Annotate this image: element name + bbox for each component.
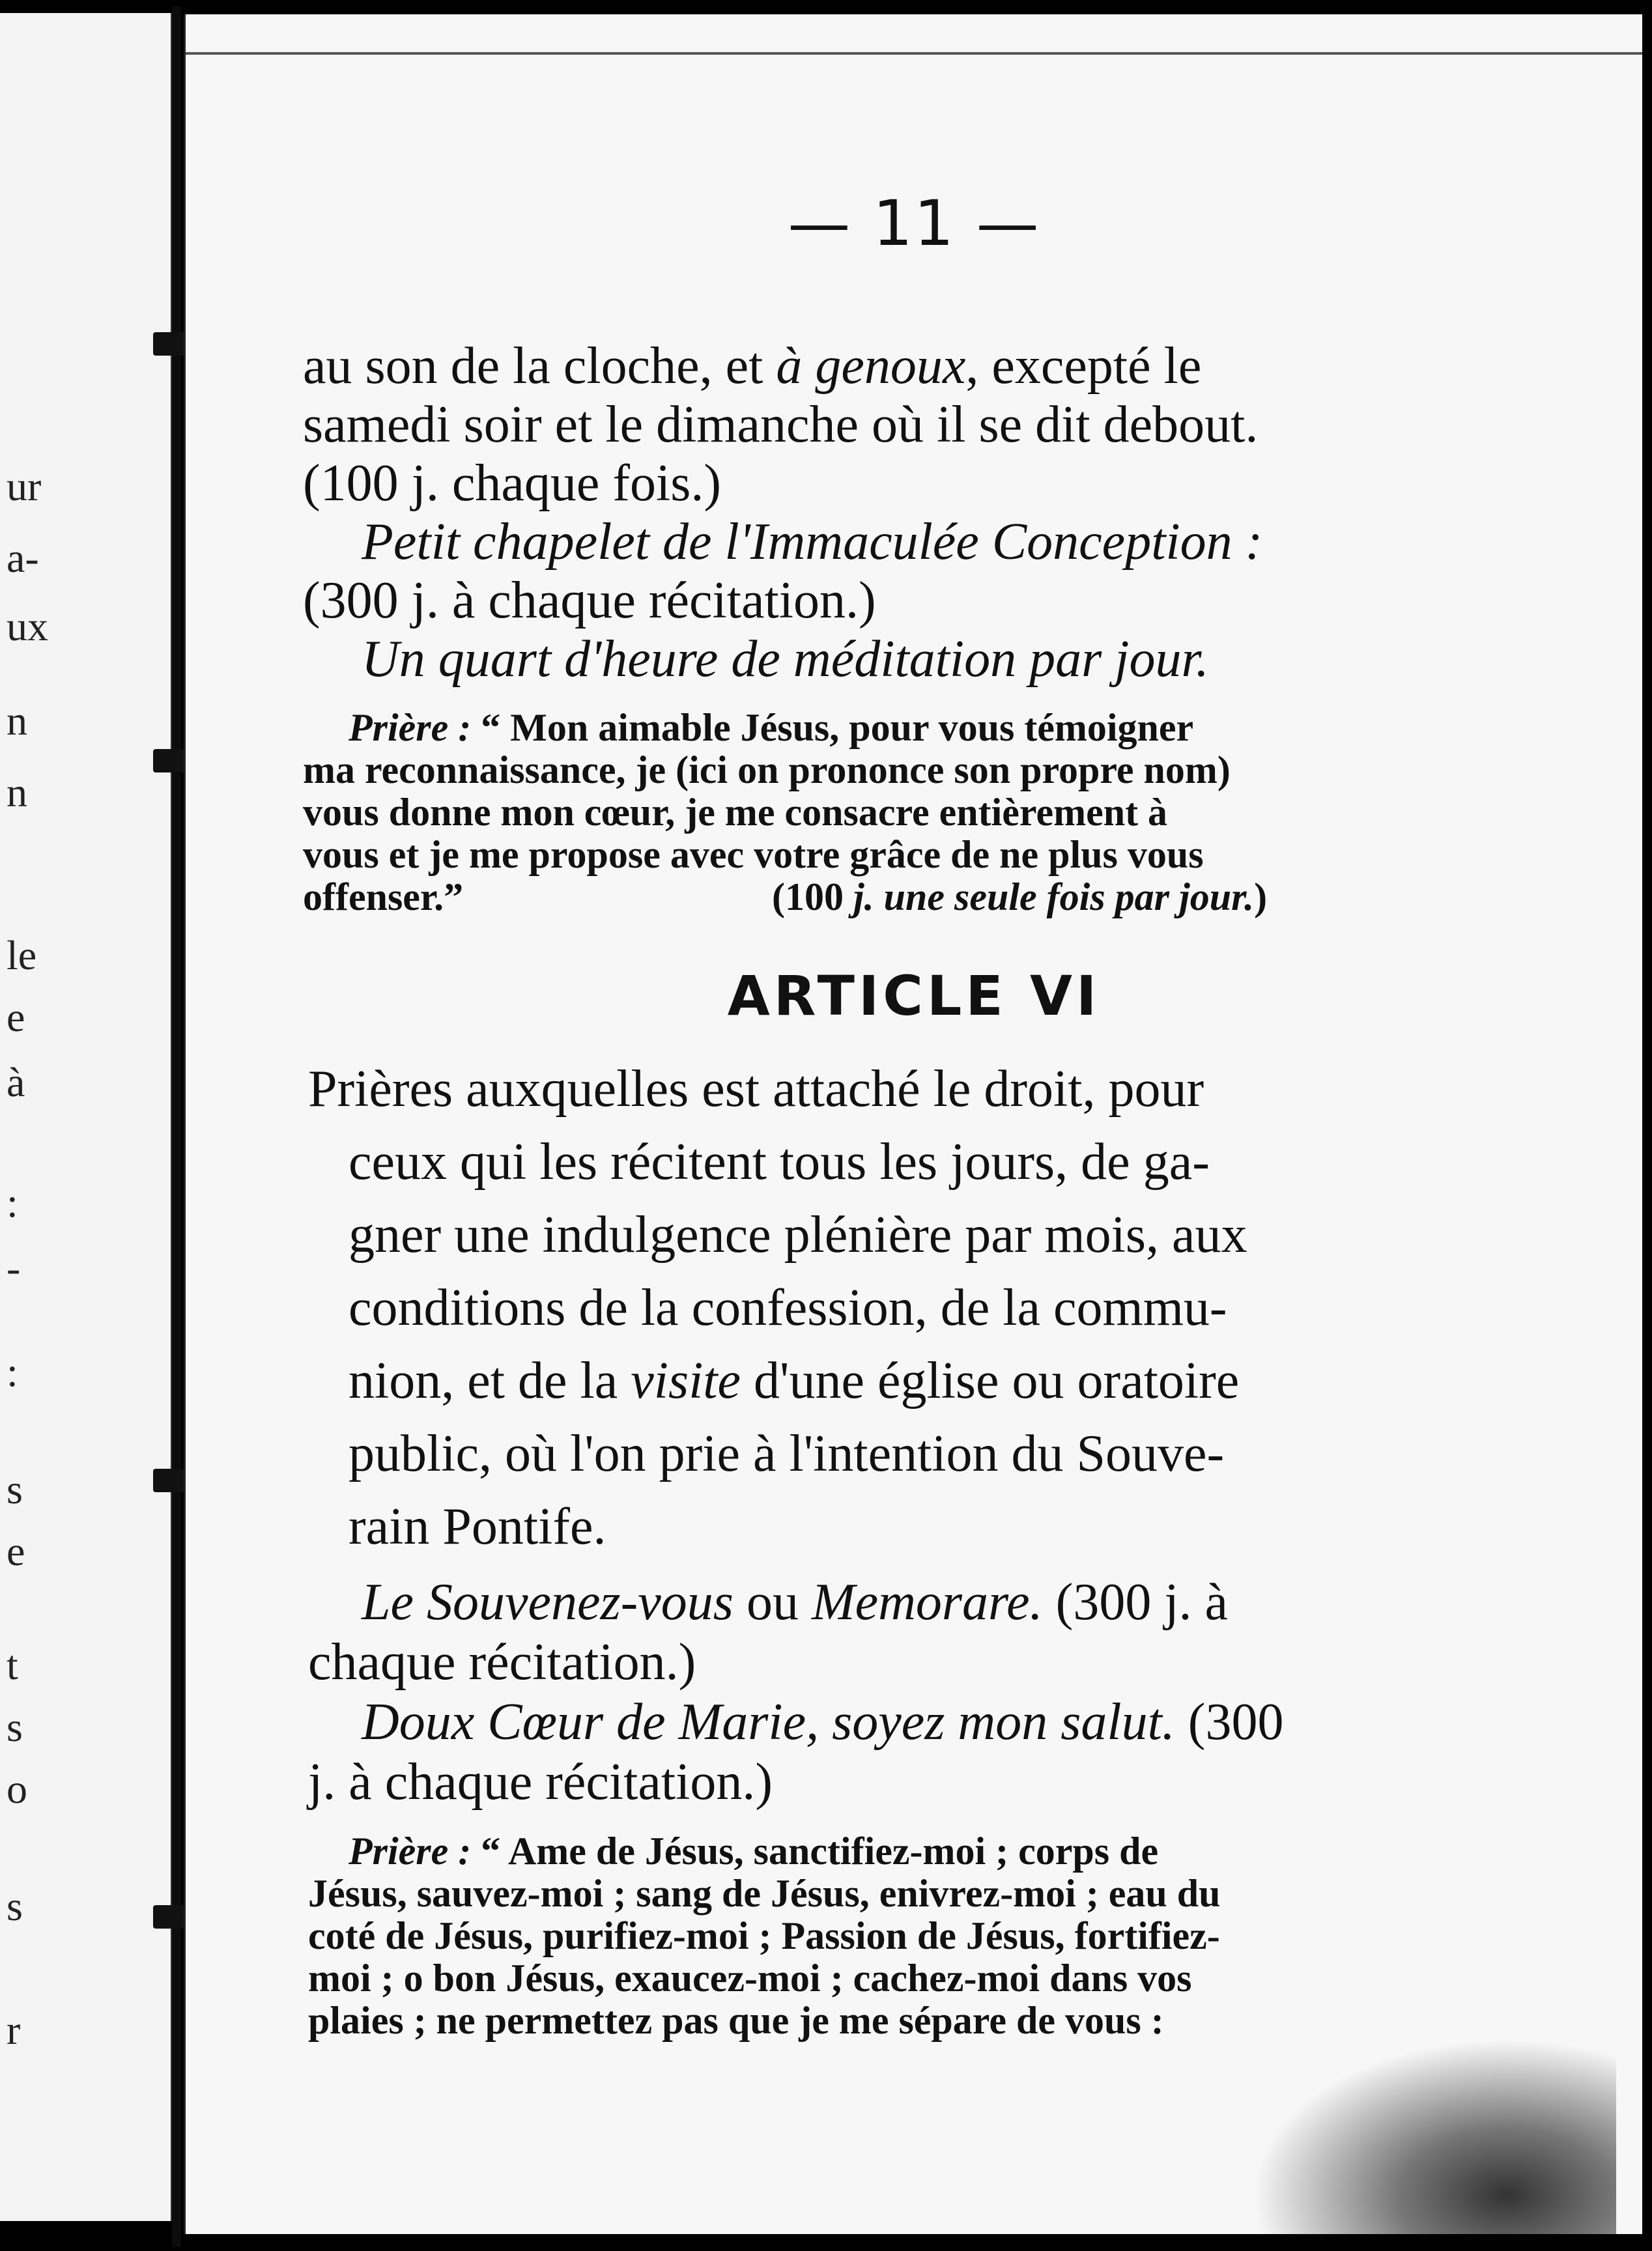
text-line [362,1574,1229,1631]
page-number: — 11 — [788,187,1040,260]
article-heading: ARTICLE VI [727,964,1101,1028]
text-line: ma reconnaissance, je (ici on prononce son propre nom) [303,748,1231,791]
text-line: vous et je me propose avec votre grâce de ne plus vous [303,833,1204,876]
italic-span: visite [631,1352,741,1409]
text-line: rain Pontife. [349,1498,606,1555]
text-line: moi ; o bon Jésus, exaucez-moi ; cachez-moi dans vos [308,1957,1192,2000]
text-span: d'une église ou oratoire [741,1352,1240,1409]
margin-fragment: ux [7,603,48,649]
text-line [362,1693,1284,1751]
italic-span: à genoux [776,337,966,395]
text-line: conditions de la confession, de la commu- [349,1279,1227,1337]
text-line [349,1832,1158,1871]
priere-label: Prière : [349,1830,472,1873]
text-line: gner une indulgence plénière par mois, aux [349,1206,1247,1264]
text-span: ) [1254,875,1268,918]
scan-shadow [1251,2039,1616,2234]
text-line [349,708,1193,747]
italic-span: Le Souvenez-vous [362,1574,733,1631]
text-span: (300 j. à [1042,1574,1229,1631]
margin-fragment: ur [7,463,42,509]
page-edge-rule [186,52,1642,55]
book-page [184,14,1642,2234]
text-line: (300 j. à chaque récitation.) [303,572,876,629]
margin-fragment: s [7,1466,23,1512]
text-span: (300 [1175,1693,1284,1751]
text-line: Jésus, sauvez-moi ; sang de Jésus, enivrez-moi ; eau du [308,1872,1221,1915]
text-span: nion, et de la [349,1352,631,1409]
text-line: Petit chapelet de l'Immaculée Conception : [362,513,1263,571]
margin-fragment: s [7,1704,23,1750]
margin-fragment: r [7,2007,21,2053]
margin-fragment: : [7,1349,18,1395]
text-span: ou [733,1574,812,1631]
margin-fragment: o [7,1766,27,1812]
text-line: public, où l'on prie à l'intention du Souve- [349,1425,1225,1482]
text-line: samedi soir et le dimanche où il se dit debout. [303,396,1259,453]
margin-fragment: - [7,1245,21,1291]
italic-span: Memorare. [811,1574,1043,1631]
text-line: Prières auxquelles est attaché le droit, pour [308,1060,1204,1118]
text-span: “ Mon aimable Jésus, pour vous témoigner [471,706,1194,749]
text-line: Un quart d'heure de méditation par jour. [362,630,1209,688]
text-span: , excepté le [965,337,1202,395]
text-line [772,877,1267,916]
italic-span: Doux Cœur de Marie, soyez mon salut. [362,1693,1175,1751]
margin-fragment: t [7,1642,18,1688]
priere-label: Prière : [349,706,472,749]
margin-fragment: n [7,769,27,815]
text-span: (100 [772,875,844,918]
text-line: coté de Jésus, purifiez-moi ; Passion de Jésus, fortifiez- [308,1914,1220,1957]
margin-fragment: : [7,1180,18,1226]
margin-fragment: e [7,1528,25,1574]
margin-fragment: s [7,1883,23,1929]
text-line: ceux qui les récitent tous les jours, de ga- [349,1133,1210,1191]
text-line: (100 j. chaque fois.) [303,455,722,512]
margin-fragment: a- [7,535,39,581]
text-line [349,1352,1240,1409]
text-line: j. à chaque récitation.) [308,1753,773,1811]
text-line: plaies ; ne permettez pas que je me sépare de vous : [308,1999,1164,2042]
margin-fragment: le [7,932,37,978]
text-span: au son de la cloche, et [303,337,776,395]
facing-page-fragment [0,13,172,2221]
text-line: vous donne mon cœur, je me consacre entièrement à [303,791,1168,834]
margin-fragment: à [7,1059,25,1105]
text-span: “ Ame de Jésus, sanctifiez-moi ; corps de [471,1830,1159,1873]
italic-span: j. une seule fois par jour. [853,875,1255,918]
text-line [303,337,1202,395]
margin-fragment: e [7,994,25,1040]
text-line: offenser.” [303,875,464,918]
margin-fragment: n [7,698,27,744]
text-line: chaque récitation.) [308,1634,696,1691]
